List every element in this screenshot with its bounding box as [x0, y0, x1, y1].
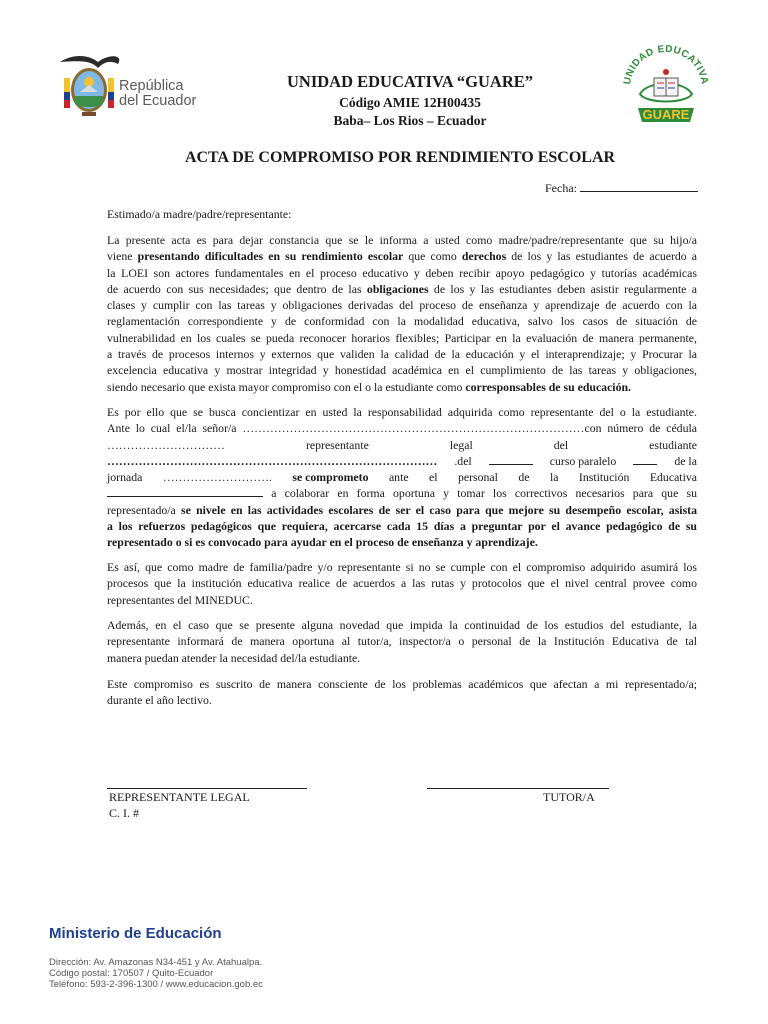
p1-line: vulnerabilidad en los cuales se pueda reconocer horarios flexibles; Participar en la evaluación de manera permanente,	[107, 330, 697, 345]
paragraph-2	[107, 404, 697, 551]
p1-line: clases y cumplir con las tareas y obligaciones derivadas del proceso de enseñanza y aprendizaje de acuerdo con la	[107, 298, 697, 313]
p1-line: reglamentación correspondiente y de conformidad con la modalidad educativa, salvo los casos de situación de	[107, 314, 697, 329]
tutor-signature-line[interactable]	[427, 788, 609, 789]
p1-line: la LOEI son actores fundamentales en el proceso educativo y deben recibir apoyo pedagógico y tutorías académicas	[107, 265, 697, 280]
p2-line: Es por ello que se busca concientizar en usted la responsabilidad adquirida como representante del o la estudiante.	[107, 405, 697, 419]
svg-text:GUARE: GUARE	[642, 107, 690, 122]
p2-line: Ante lo cual el/la señor/a ……………………………………………………………………………con número de cédula	[107, 421, 697, 436]
footer-address	[49, 957, 263, 990]
school-name: UNIDAD EDUCATIVA “GUARE”	[286, 72, 533, 91]
representative-signature-line[interactable]	[107, 788, 307, 789]
p2-line: representado/a se nivele en las actividades escolares de ser el caso para que mejore su desempeño escolar, asista	[107, 502, 697, 517]
representative-label: REPRESENTANTE LEGAL	[109, 790, 250, 804]
p2-line: ………………………………………………………………………… .del curso paralelo de la	[107, 453, 697, 468]
greeting: Estimado/a madre/padre/representante:	[107, 207, 292, 221]
p1-line: siendo necesario que exista mayor compromiso con el o la estudiante como corresponsables de su educación.	[107, 379, 631, 394]
p3-line: procesos que la institución educativa realice de acuerdos a las rutas y protocolos que el nivel central provee como	[107, 576, 697, 591]
p2-line: representado o si es convocado para ayudar en el proceso de enseñanza y aprendizaje.	[107, 535, 538, 550]
fecha-blank[interactable]	[580, 180, 698, 192]
p3-line: representantes del MINEDUC.	[107, 592, 253, 607]
footer-ministry-title: Ministerio de Educación	[49, 925, 222, 942]
footer-line: Código postal: 170507 / Quito-Ecuador	[49, 968, 214, 979]
jornada-blank: ……………………….	[162, 470, 272, 485]
tutor-label: TUTOR/A	[543, 790, 595, 804]
p5-line: durante el año lectivo.	[107, 693, 212, 708]
p2-line: a los refuerzos pedagógicos que requiera, acercarse cada 15 días a preguntar por el avance pedagógico de su	[107, 519, 697, 534]
curso-blank[interactable]	[489, 453, 533, 465]
fecha-label: Fecha:	[545, 181, 577, 195]
footer-line: Teléfono: 593-2-396-1300 / www.educacion.gob.ec	[49, 979, 263, 990]
paralelo-blank[interactable]	[633, 453, 657, 465]
republica-ecuador-logo-text: República del Ecuador	[119, 78, 197, 109]
fecha-field	[545, 180, 698, 196]
amie-code: Código AMIE 12H00435	[339, 95, 481, 110]
p1-line: a través de procesos internos y externos que validen la calidad de la educación y el interaprendizaje; y Procurar la	[107, 347, 697, 362]
p1-line: La presente acta es para dejar constancia que se le informa a usted como madre/padre/representante que su hijo/a	[107, 233, 697, 247]
school-seal-logo-icon	[620, 40, 712, 132]
p1-line: de acuerdo con sus necesidades; que dentro de las obligaciones de los y las estudiantes deben asistir regularmente a	[107, 281, 697, 296]
paragraph-1	[107, 232, 697, 395]
paragraph-3	[107, 559, 697, 608]
p2-line: a colaborar en forma oportuna y tomar los correctivos necesarios para que su	[107, 485, 697, 501]
representative-name-blank: ……………………………………………………………………………	[242, 421, 585, 436]
school-location: Baba– Los Rios – Ecuador	[333, 113, 487, 128]
p1-line: viene presentando dificultades en su rendimiento escolar que como derechos de los y las estudiantes de acuerdo a	[107, 249, 698, 264]
document-title: ACTA DE COMPROMISO POR RENDIMIENTO ESCOLAR	[184, 149, 616, 166]
cedula-blank: …………………………	[107, 437, 225, 452]
institucion-blank[interactable]	[107, 485, 263, 497]
ci-label: C. I. #	[109, 806, 139, 820]
paragraph-5	[107, 676, 697, 709]
p1-line: excelencia educativa y mostrar integridad y honestidad académica en el cumplimiento de las tareas y obligaciones,	[107, 363, 697, 378]
p3-line: Es así, que como madre de familia/padre y/o representante si no se cumple con el compromiso adquirido asumirá los	[107, 560, 697, 574]
footer-line: Dirección: Av. Amazonas N34-451 y Av. Atahualpa.	[49, 957, 263, 968]
p2-line: jornada ………………………. se comprometo ante el personal de la Institución Educativa	[107, 470, 697, 485]
p4-line: manera puedan atender la necesidad del/la estudiante.	[107, 650, 361, 665]
p5-line: Este compromiso es suscrito de manera consciente de los problemas académicos que afectan a mi representado/a;	[107, 677, 697, 691]
paragraph-4	[107, 617, 697, 666]
p2-line: ………………………… representante legal del estudiante	[107, 437, 697, 452]
p4-line: representante informará de manera oportuna al tutor/a, inspector/a o personal de la Institución Educativa de tal	[107, 634, 697, 649]
p4-line: Además, en el caso que se presente alguna novedad que impida la continuidad de los estudios del estudiante, la	[107, 618, 697, 632]
student-name-blank: …………………………………………………………………………	[107, 453, 438, 468]
svg-text:UNIDAD EDUCATIVA: UNIDAD EDUCATIVA	[622, 43, 710, 86]
